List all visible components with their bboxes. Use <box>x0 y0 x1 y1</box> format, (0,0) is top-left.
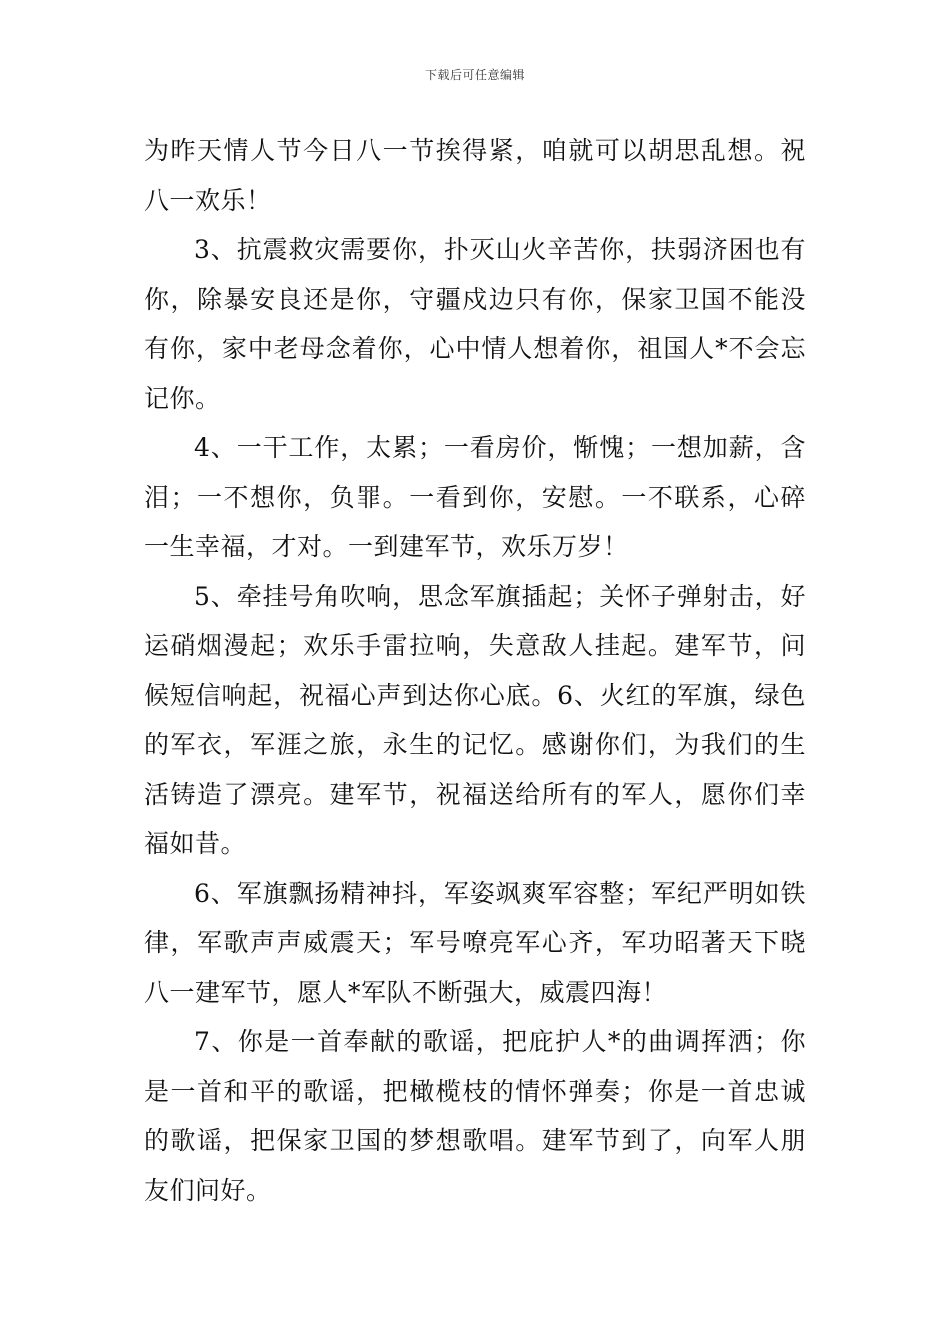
paragraph-item-5: 5、牵挂号角吹响，思念军旗插起；关怀子弹射击，好运硝烟漫起；欢乐手雷拉响，失意敌人挂起。建军节，问候短信响起，祝福心声到达你心底。6、火红的军旗，绿色的军衣，军涯之旅，永生的记忆。感谢你们，为我们的生活铸造了漂亮。建军节，祝福送给所有的军人，愿你们幸福如昔。 <box>144 581 806 858</box>
paragraph-item-6: 6、军旗飘扬精神抖，军姿飒爽军容整；军纪严明如铁律，军歌声声威震天；军号嘹亮军心齐，军功昭著天下晓八一建军节，愿人*军队不断强大，威震四海！ <box>144 878 806 1007</box>
paragraph-item-3: 3、抗震救灾需要你，扑灭山火辛苦你，扶弱济困也有你，除暴安良还是你，守疆戍边只有你，保家卫国不能没有你，家中老母念着你，心中情人想着你，祖国人*不会忘记你。 <box>144 235 806 413</box>
paragraph-continuation: 为昨天情人节今日八一节挨得紧，咱就可以胡思乱想。祝八一欢乐！ <box>144 136 806 215</box>
document-body <box>144 126 806 1215</box>
paragraph-item-4: 4、一干工作，太累；一看房价，惭愧；一想加薪，含泪；一不想你，负罪。一看到你，安慰。一不联系，心碎一生幸福，才对。一到建军节，欢乐万岁！ <box>144 433 806 561</box>
header-note: 下载后可任意编辑 <box>424 68 525 82</box>
paragraph-item-7: 7、你是一首奉献的歌谣，把庇护人*的曲调挥洒；你是一首和平的歌谣，把橄榄枝的情怀弹奏；你是一首忠诚的歌谣，把保家卫国的梦想歌唱。建军节到了，向军人朋友们问好。 <box>144 1027 806 1205</box>
